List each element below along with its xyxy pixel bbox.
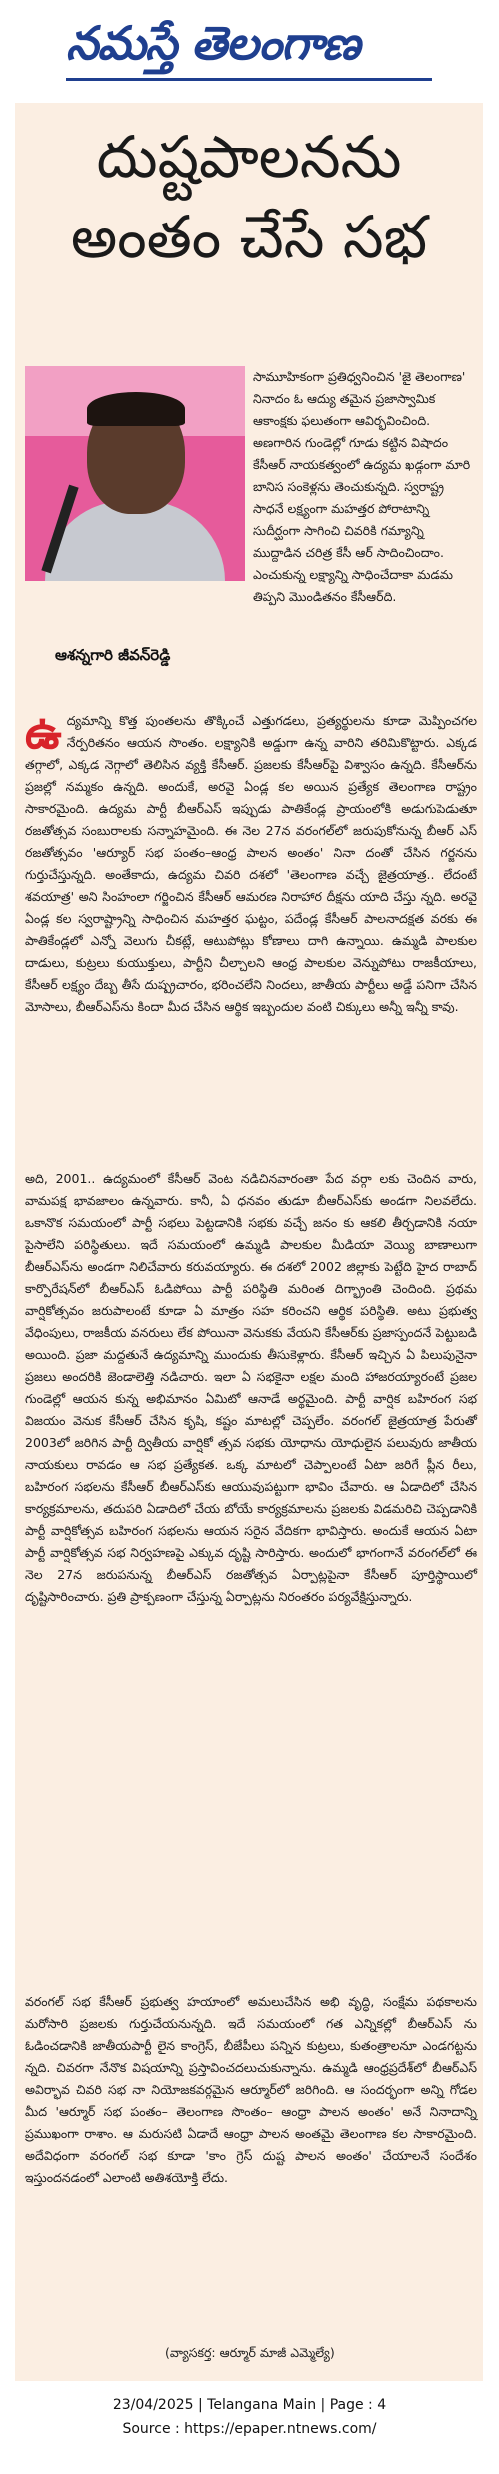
masthead xyxy=(0,0,499,92)
newspaper-logo[interactable]: నమస్తే తెలంగాణ xyxy=(66,16,360,70)
footer-source-link[interactable]: Source : https://epaper.ntnews.com/ xyxy=(122,2421,377,2437)
headline-line-1: దుష్టపాలనను xyxy=(96,123,402,191)
page-footer xyxy=(0,2393,499,2441)
article-paragraph-2: అది, 2001.. ఉద్యమంలో కేసీఆర్ వెంట నడిచినవారంతా పేద వర్గా లకు చెందిన వారు, వామపక్ష భావజాలం ఉన్నవారు. కానీ, ఏ ధనవం తుడూ బీఆర్ఎస్‌కు అండగా నిలవలేదు. ఒకానొక సమయంలో పార్టీ సభలు పెట్టడానికి సభకు వచ్చే జనం కు ఆకలి తీర్చడానికి నయా పైసాలేని పరిస్థితులు. ఇదే సమయంలో ఉమ్మడి పాలకుల మీడియా వెయ్యి బాణాలుగా బీఆర్ఎస్‌ను అండగా నిలిచేవారు కరువయ్యారు. ఈ దశలో 2002 జిల్లాకు పెట్టేది హైద రాబాద్ కార్పొరేషన్‌లో బీఆర్ఎస్ ఓడిపోయి పార్టీ పరిస్థితి మరింత దిగ్భ్రాంతి చెందింది. ప్రథమ వార్షికోత్సవం జరుపాలంటే కూడా ఏ మాత్రం సహ కరించని ఆర్థిక పరిస్థితి. అటు ప్రభుత్వ వేధింపులు, రాజకీయ వనరులు లేక పోయినా వెనుకకు వేయని కేసీఆర్‌కు ప్రజాస్పందనే పెట్టుబడి అయింది. ప్రజా మద్దతునే ఉద్యమాన్ని ముందుకు తీసుకెళ్లారు. కేసీఆర్ ఇచ్చిన ఏ పిలుపునైనా ప్రజలు అందరికి జెండాలెత్తి నడిచారు. ఇలా ఏ సభకైనా లక్షల మంది హాజరయ్యారంటే ప్రజల గుండెల్లో ఆయన కున్న అభిమానం ఏమిటో ఆనాడే అర్థమైంది. పార్టీ వార్షిక బహిరంగ సభ విజయం వెనుక కేసీఆర్ చేసిన కృషి, కష్టం మాటల్లో చెప్పలేం. వరంగల్ జైత్రయాత్ర పేరుతో 2003లో జరిగిన పార్టీ ద్వితీయ వార్షికో త్సవ సభకు యోధాను యోధులైన పలువురు జాతీయ నాయకులు రావడం ఆ సభ ప్రత్యేకత. ఒక్క మాటలో చెప్పాలంటే ఏటా జరిగే ప్లీన రీలు, బహిరంగ సభలను కేసీఆర్ బీఆర్ఎస్‌కు ఆయువుపట్టుగా భావిం చేవారు. ఆ ఏడాదిలో చేసిన కార్యక్రమాలను, తదుపరి ఏడాదిలో చేయ బోయే కార్యక్రమాలను ప్రజలకు విడమరిచి చెప్పడానికి పార్టీ వార్షికోత్సవ బహిరంగ సభలను ఆయన సరైన వేదికగా భావిస్తారు. అందుకే ఆయన ఏటా పార్టీ వార్షికోత్సవ సభ నిర్వహణపై ఎక్కువ దృష్టి సారిస్తారు. అందులో భాగంగానే వరంగల్‌లో ఈ నెల 27న జరుపనున్న బీఆర్ఎస్ రజతోత్సవ ఏర్పాట్లపైనా కేసీఆర్ పూర్తిస్థాయిలో దృష్టిసారించారు. ప్రతి ప్రాక్పణంగా చేస్తున్న ఏర్పాట్లను నిరంతరం పర్యవేక్షిస్తున్నారు. xyxy=(25,1171,477,1604)
drop-cap: ఉ xyxy=(25,705,62,759)
paragraph-1-text: ద్యమాన్ని కొత్త పుంతలను తొక్కించే ఎత్తుగడలు, ప్రత్యర్థులను కూడా మెప్పించగల నేర్పరితనం ఆయన సొంతం. లక్ష్యానికి అడ్డుగా ఉన్న వారిని తరిమికొట్టారు. ఎక్కడ తగ్గాలో, ఎక్కడ నెగ్గాలో తెలిసిన వ్యక్తి కేసీఆర్. ప్రజలకు కేసీఆర్‌పై విశ్వాసం ఉన్నది. కేసీఆర్‌ను ప్రజల్లో నమ్మకం ఉన్నది. అందుకే, అరవై ఏండ్ల కల అయిన ప్రత్యేక తెలంగాణ రాష్ట్రం సాకారమైంది. ఉద్యమ పార్టీ బీఆర్ఎస్ ఇప్పుడు పాతికేండ్ల ప్రాయంలోకి అడుగుపెడుతూ రజతోత్సవ సంబురాలకు సన్నాహమైంది. ఈ నెల 27న వరంగల్‌లో జరుపుకోనున్న బీఆర్ ఎస్ రజతోత్సవం 'ఆర్యూర్ సభ పంతం–ఆంధ్ర పాలన అంతం' నినా దంతో చేసిన గర్జనను గుర్తుచేస్తున్నది. అంతేకాదు, ఉద్యమ చివరి దశలో 'తెలంగాణ వచ్చే జైత్రయాత్ర.. లేదంటే శవయాత్ర' అని సింహంలా గర్జించిన కేసీఆర్ ఆమరణ నిరాహార దీక్షను యాది చేస్తు న్నది. అరవై ఏండ్ల కల స్వరాష్ట్రాన్ని సాధించిన మహత్తర ఘట్టం, పదేండ్ల కేసీఆర్ పాలనాదక్షత వరకు ఈ పాతికేండ్లలో ఎన్నో వెలుగు చీకట్లే, ఆటుపోట్లు కోణాలు దాగి ఉన్నాయి. ఉమ్మడి పాలకుల దాడులు, కుట్రలు కుయుక్తులు, పార్టీని చీల్చాలని ఆంధ్ర పాలకుల వెన్నుపోటు రాజకీయాలు, కేసీఆర్ లక్ష్యం దేబ్బ తీసే దుష్ప్రచారం, భరించలేని నిందలు, జాతీయ పార్టీలు అడ్డే పనిగా చేసిన మోసాలు, బీఆర్ఎస్‌ను కిందా మీద చేసిన ఆర్థిక ఇబ్బందుల వంటి చిక్కులు అన్నీ ఇన్నీ కావు. xyxy=(25,713,477,1014)
photo-hair xyxy=(87,392,185,426)
footer-date-line: 23/04/2025 | Telangana Main | Page : 4 xyxy=(112,2397,387,2413)
article-intro: సామూహికంగా ప్రతిధ్వనించిన 'జై తెలంగాణ' నినాదం ఓ ఆద్యు తమైన ప్రజాస్వామిక ఆకాంక్షకు ఫలుతంగా ఆవిర్భవించింది. అణగారిన గుండెల్లో గూడు కట్టిన విషాదం కేసీఆర్ నాయకత్వంలో ఉద్యమ ఖడ్గంగా మారి బానిస సంకెళ్లను తెంచుకున్నది. స్వరాష్ట్ర సాధనే లక్ష్యంగా మహత్తర పోరాటాన్ని సుదీర్ఘంగా సాగించి చివరికి గమ్యాన్ని ముద్దాడిన చరిత్ర కేసీ ఆర్ సాదించిందాం. ఎంచుకున్న లక్ష్యాన్ని సాధించేదాకా మడమ తిప్పని మొండితనం కేసీఆర్‌ది. xyxy=(253,369,471,604)
author-photo xyxy=(25,366,245,581)
article-clipping xyxy=(15,103,483,2381)
author-byline: ఆశన్నగారి జీవన్‌రెడ్డి xyxy=(55,646,171,664)
logo-underline xyxy=(66,78,432,81)
article-paragraph-1 xyxy=(25,705,477,1018)
writer-note: (వ్యాసకర్త: ఆర్మూర్ మాజీ ఎమ్మెల్యే) xyxy=(165,2345,335,2360)
headline-line-2: అంతం చేసే సభ xyxy=(70,203,428,271)
headline xyxy=(15,117,483,277)
article-paragraph-3: వరంగల్ సభ కేసీఆర్ ప్రభుత్వ హయాంలో అమలుచేసిన అభి వృద్ధి, సంక్షేమ పథకాలను మరోసారి ప్రజలకు గుర్తుచేయనున్నది. ఇదే సమయంలో గత ఎన్నికల్లో బీఆర్ఎస్ ను ఓడించడానికి జాతీయపార్టీ లైన కాంగ్రెస్, బీజేపీలు పన్నిన కుట్రలు, కుతంత్రాలనూ ఎండగట్టను న్నది. చివరగా నేనొక విషయాన్ని ప్రస్తావించదలుచుకున్నాను. ఉమ్మడి ఆంధ్రప్రదేశ్‌లో బీఆర్ఎస్ అవిర్భావ చివరి సభ నా నియోజకవర్గమైన ఆర్మూర్‌లో జరిగింది. ఆ సందర్భంగా అన్ని గోడల మీద 'ఆర్మూర్ సభ పంతం– తెలంగాణ సొంతం– ఆంధ్రా పాలన అంతం' అనే నినాదాన్ని ప్రముఖంగా రాశాం. ఆ మరుసటి ఏడాదే ఆంధ్రా పాలన అంతమై తెలంగాణ కల సాకారమైంది. అదేవిధంగా వరంగల్ సభ కూడా 'కాం గ్రెస్ దుష్ట పాలన అంతం' చేయాలనే సందేశం ఇస్తుందనడంలో ఎలాంటి అతిశయోక్తి లేదు. xyxy=(25,1994,477,2185)
